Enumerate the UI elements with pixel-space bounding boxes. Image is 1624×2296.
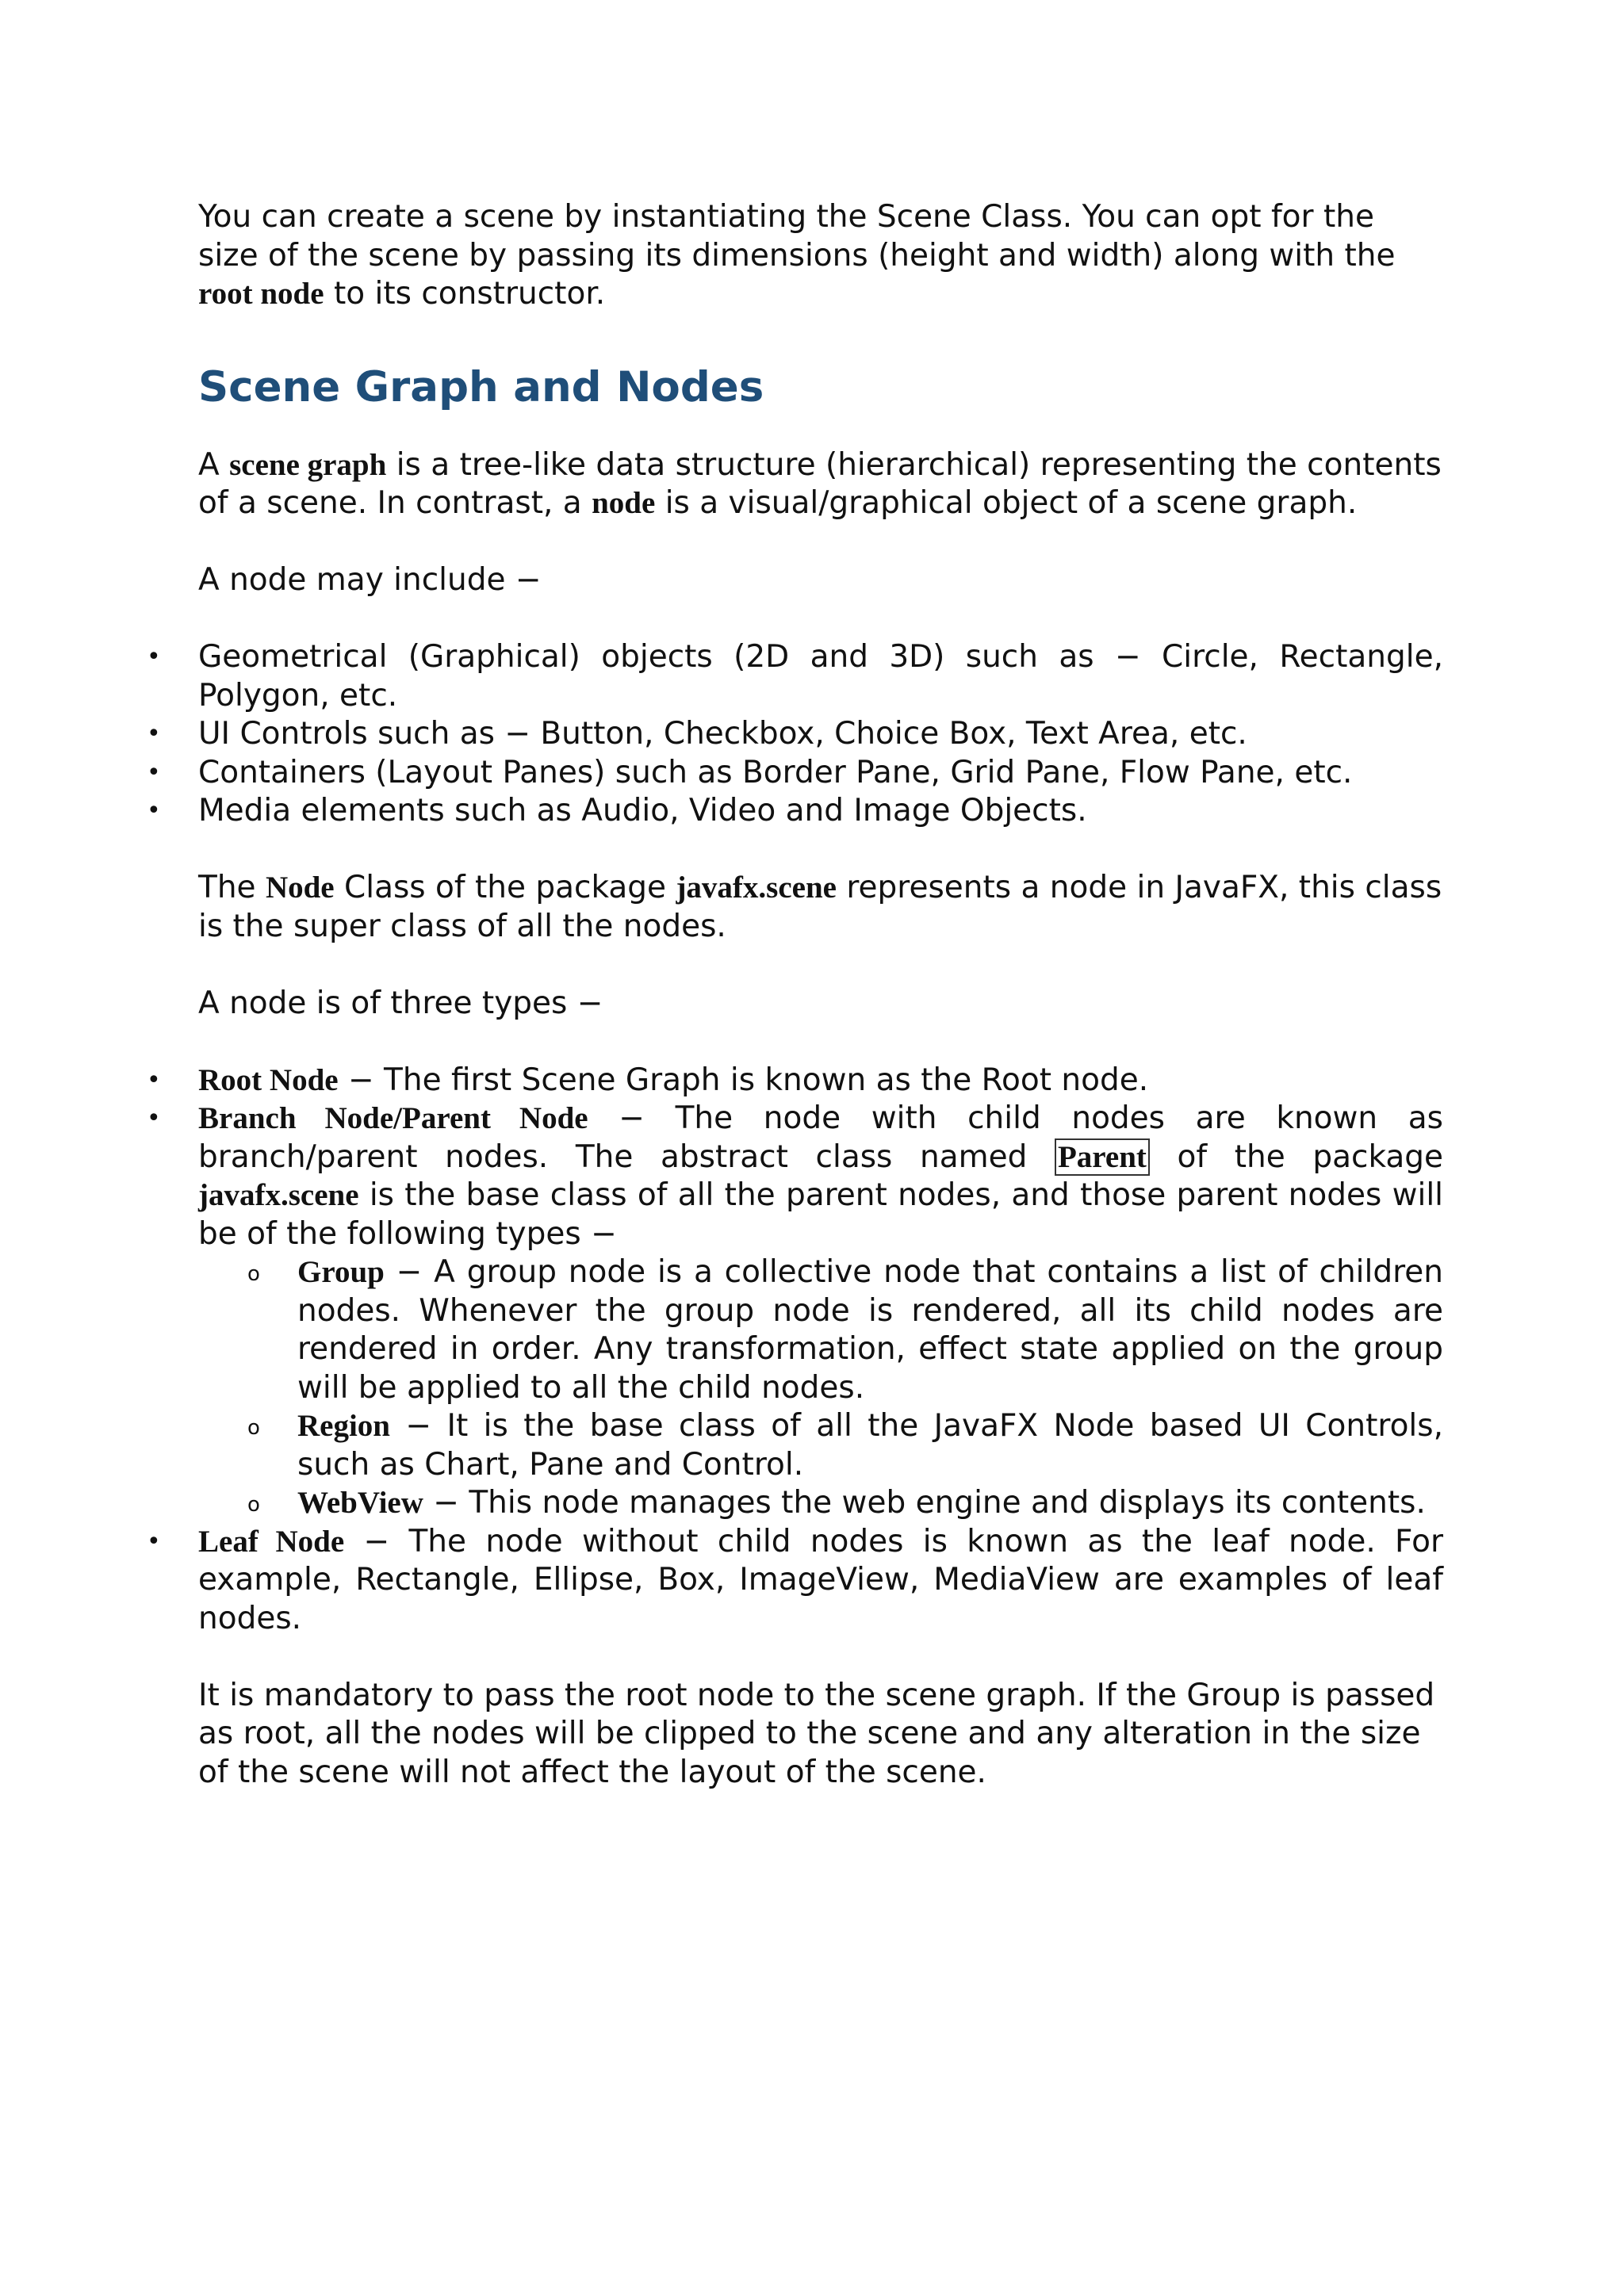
- node-class-text: represents a node in JavaFX, this class is the super class of all the nodes.: [198, 870, 1442, 944]
- bullet-icon: •: [147, 1066, 161, 1094]
- root-node-term: root node: [198, 277, 324, 311]
- list-item: [147, 638, 1443, 715]
- root-node-label: Root Node: [198, 1062, 339, 1097]
- bullet-icon: •: [147, 1104, 161, 1132]
- spacer: [198, 1638, 1443, 1677]
- types-list: [147, 1062, 1443, 1639]
- list-item-region: [247, 1407, 1443, 1484]
- closing-paragraph: It is mandatory to pass the root node to the scene graph. If the Group is passed as root, all the nodes will be clipped to the scene and any alteration in the size of the scene will not affect the layout of the scene.: [198, 1677, 1435, 1790]
- spacer: [198, 946, 1443, 985]
- node-class-paragraph: [198, 869, 1443, 946]
- definition-text: A: [198, 446, 230, 483]
- webview-text: − This node manages the web engine and displays its contents.: [423, 1485, 1426, 1521]
- leaf-node-text: − The node without child nodes is known as the leaf node. For example, Rectangle, Ellipse, Box, ImageView, MediaView are examples of leaf nodes.: [198, 1523, 1443, 1636]
- scene-graph-term: scene graph: [229, 447, 387, 482]
- node-class-term: Node: [265, 871, 335, 905]
- list-item-text: Media elements such as Audio, Video and Image Objects.: [198, 793, 1087, 828]
- circle-bullet-icon: o: [247, 1262, 260, 1286]
- package-term: javafx.scene: [676, 871, 837, 905]
- group-label: Group: [297, 1255, 385, 1289]
- section-heading: Scene Graph and Nodes: [198, 362, 764, 411]
- spacer: [198, 1023, 1443, 1062]
- list-item-leaf-node: [147, 1523, 1443, 1639]
- document-page: [147, 198, 1443, 1792]
- definition-text: is a visual/graphical object of a scene graph.: [655, 485, 1358, 521]
- list-item: [147, 754, 1443, 793]
- webview-label: WebView: [297, 1486, 423, 1520]
- spacer: [198, 831, 1443, 870]
- package-term: javafx.scene: [198, 1178, 359, 1212]
- group-text: − A group node is a collective node that contains a list of children nodes. Whenever the group node is rendered, all its child nodes are rendered in order. Any transformation, effect state applied on the group will be applied to all the child nodes.: [297, 1254, 1443, 1406]
- circle-bullet-icon: o: [247, 1416, 260, 1440]
- node-term: node: [592, 486, 656, 520]
- region-label: Region: [297, 1409, 390, 1443]
- list-item-text: UI Controls such as − Button, Checkbox, Choice Box, Text Area, etc.: [198, 716, 1247, 752]
- include-lead: A node may include −: [198, 562, 542, 598]
- list-item-root-node: [147, 1062, 1443, 1100]
- spacer: [198, 600, 1443, 639]
- definition-text: is a tree-like data structure (hierarchical) representing the contents of a scene. In contrast, a: [198, 446, 1442, 521]
- bullet-icon: •: [147, 643, 161, 671]
- bullet-icon: •: [147, 797, 161, 825]
- spacer: [198, 523, 1443, 562]
- root-node-text: − The first Scene Graph is known as the Root node.: [338, 1062, 1149, 1098]
- list-item-webview: [247, 1484, 1443, 1523]
- list-item-text: Containers (Layout Panes) such as Border Pane, Grid Pane, Flow Pane, etc.: [198, 754, 1353, 790]
- parent-class-term: Parent: [1055, 1138, 1150, 1176]
- list-item: [147, 715, 1443, 754]
- branch-node-label: Branch Node/Parent Node: [198, 1101, 588, 1135]
- intro-paragraph: [198, 198, 1443, 314]
- intro-text: You can create a scene by instantiating the Scene Class. You can opt for the size of the scene by passing its dimensions (height and width) along with the: [198, 199, 1396, 274]
- bullet-icon: •: [147, 758, 161, 786]
- node-class-text: Class of the package: [334, 870, 676, 905]
- parent-subtypes-list: [198, 1253, 1443, 1523]
- list-item-text: Geometrical (Graphical) objects (2D and 3D) such as − Circle, Rectangle, Polygon, etc.: [198, 639, 1443, 714]
- region-text: − It is the base class of all the JavaFX Node based UI Controls, such as Chart, Pane and Control.: [297, 1408, 1443, 1483]
- bullet-icon: •: [147, 720, 161, 748]
- list-item: [147, 792, 1443, 831]
- branch-node-text: − The node with child nodes are known as branch/parent nodes. The abstract class named: [198, 1100, 1443, 1175]
- node-class-text: The: [198, 870, 266, 905]
- branch-node-text: is the base class of all the parent nodes, and those parent nodes will be of the following types −: [198, 1177, 1443, 1252]
- include-list: [147, 638, 1443, 831]
- intro-text-end: to its constructor.: [324, 276, 606, 312]
- bullet-icon: •: [147, 1527, 161, 1556]
- definition-paragraph: [198, 446, 1443, 523]
- list-item-branch-node: [147, 1100, 1443, 1523]
- types-lead: A node is of three types −: [198, 985, 603, 1021]
- list-item-group: [247, 1253, 1443, 1407]
- branch-node-text: of the package: [1149, 1138, 1443, 1175]
- leaf-node-label: Leaf Node: [198, 1524, 345, 1559]
- circle-bullet-icon: o: [247, 1493, 260, 1517]
